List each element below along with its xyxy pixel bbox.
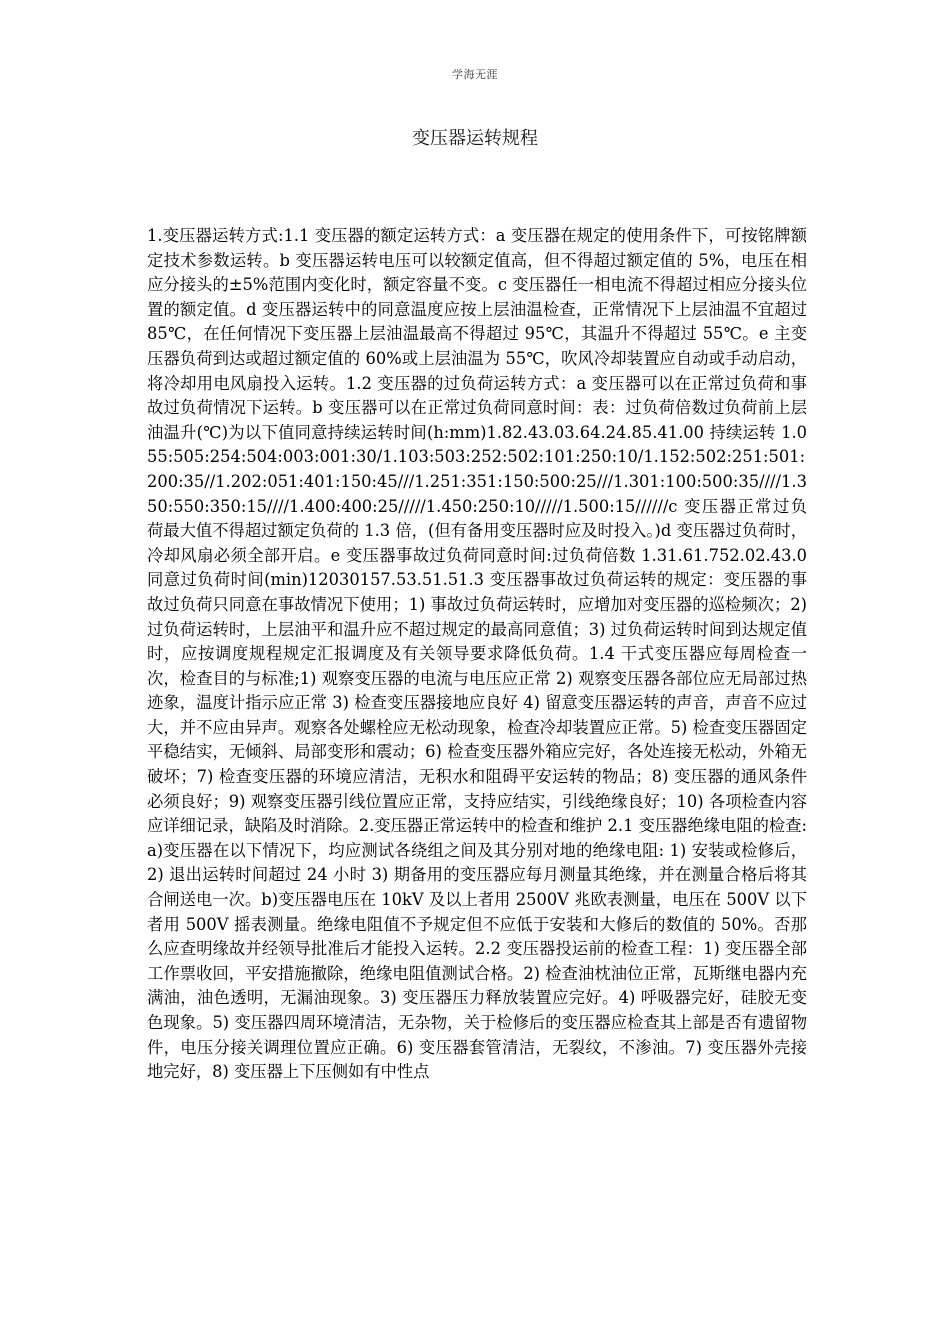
page-header: 学海无涯 — [452, 68, 498, 81]
document-title: 变压器运转规程 — [412, 128, 538, 149]
document-body-paragraph: 1.变压器运转方式:1.1 变压器的额定运转方式：a 变压器在规定的使用条件下，可按铭牌额定技术参数运转。b 变压器运转电压可以较额定值高，但不得超过额定值的 5%，电压在相应分接头的±5%范围内变化时，额定容量不变。c 变压器任一相电流不得超过相应分接头位置的额定值。d 变压器运转中的同意温度应按上层油温检查，正常情况下上层油温不宜超过 85℃，在任何情况下变压器上层油温最高不得超过 95℃，其温升不得超过 55℃。e 主变压器负荷到达或超过额定值的 60%或上层油温为 55℃，吹风冷却装置应自动或手动启动，将冷却用电风扇投入运转。1.2 变压器的过负荷运转方式：a 变压器可以在正常过负荷和事故过负荷情况下运转。b 变压器可以在正常过负荷同意时间：表：过负荷倍数过负荷前上层油温升(℃)为以下值同意持续运转时间(h:mm)1.82.43.03.64.24.85.41.00 持续运转 1.055:505:254:504:003:001:30/1.103:503:252:502:101:250:10/1.152:502:251:501:200:35//1.202:051:401:150:45///1.251:351:150:500:25///1.301:100:500:35////1.350:550:350:15////1.400:400:25/////1.450:250:10/////1.500:15//////c 变压器正常过负荷最大值不得超过额定负荷的 1.3 倍，(但有备用变压器时应及时投入。)d 变压器过负荷时，冷却风扇必须全部开启。e 变压器事故过负荷同意时间:过负荷倍数 1.31.61.752.02.43.0 同意过负荷时间(min)12030157.53.51.51.3 变压器事故过负荷运转的规定：变压器的事故过负荷只同意在事故情况下使用；1) 事故过负荷运转时，应增加对变压器的巡检频次；2) 过负荷运转时，上层油平和温升应不超过规定的最高同意值；3) 过负荷运转时间到达规定值时，应按调度规程规定汇报调度及有关领导要求降低负荷。1.4 干式变压器应每周检查一次，检查目的与标准;1) 观察变压器的电流与电压应正常 2) 观察变压器各部位应无局部过热迹象，温度计指示应正常 3) 检查变压器接地应良好 4) 留意变压器运转的声音，声音不应过大，并不应由异声。观察各处螺栓应无松动现象，检查冷却装置应正常。5) 检查变压器固定平稳结实，无倾斜、局部变形和震动；6) 检查变压器外箱应完好，各处连接无松动，外箱无破坏；7) 检查变压器的环境应清洁，无积水和阻碍平安运转的物品；8) 变压器的通风条件必须良好；9) 观察变压器引线位置应正常，支持应结实，引线绝缘良好；10) 各项检查内容应详细记录，缺陷及时消除。2.变压器正常运转中的检查和维护 2.1 变压器绝缘电阻的检查:a)变压器在以下情况下，均应测试各绕组之间及其分别对地的绝缘电阻: 1) 安装或检修后，2) 退出运转时间超过 24 小时 3) 期备用的变压器应每月测量其绝缘，并在测量合格后将其合闸送电一次。b)变压器电压在 10kV 及以上者用 2500V 兆欧表测量，电压在 500V 以下者用 500V 摇表测量。绝缘电阻值不予规定但不应低于安装和大修后的数值的 50%。否那么应查明缘故并经领导批准后才能投入运转。2.2 变压器投运前的检查工程：1) 变压器全部工作票收回，平安措施撤除，绝缘电阻值测试合格。2) 检查油枕油位正常，瓦斯继电器内充满油，油色透明，无漏油现象。3) 变压器压力释放装置应完好。4) 呼吸器完好，硅胶无变色现象。5) 变压器四周环境清洁，无杂物，关于检修后的变压器应检查其上部是否有遗留物件，电压分接关调理位置应正确。6) 变压器套管清洁，无裂纹，不渗油。7) 变压器外壳接地完好，8) 变压器上下压侧如有中性点 — [147, 226, 808, 1082]
